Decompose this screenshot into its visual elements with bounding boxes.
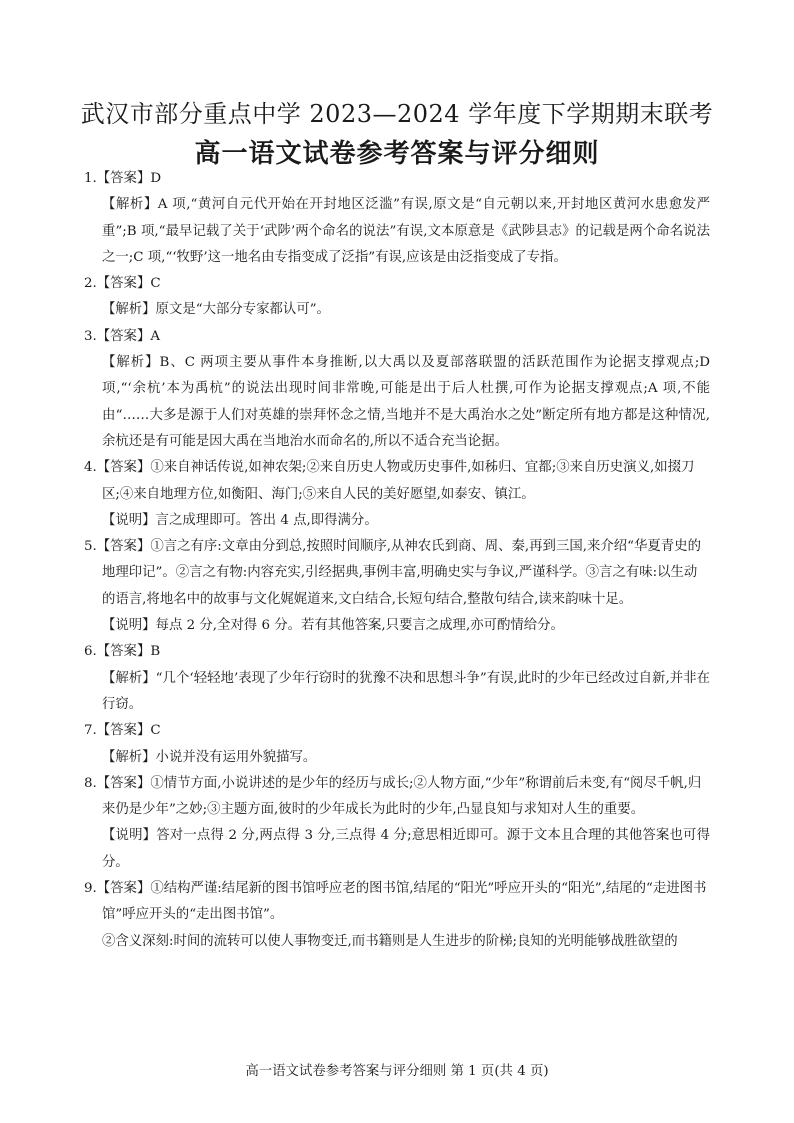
note-text: 【说明】每点 2 分,全对得 6 分。若有其他答案,只要言之成理,亦可酌情给分。 — [102, 618, 564, 634]
answer-line — [84, 324, 710, 350]
analysis-text: 【解析】A 项,“黄河自元代开始在开封地区泛滥”有误,原文是“自元朝以来,开封地区黄河水患愈发严重”;B 项,“最早记载了关于‘武陟’两个命名的说法”有误,文本原意是《武陟县志》的记载是两个命名说法之一;C 项,“‘牧野’这一地名由专指变成了泛指”有误,应该是由泛指变成了专指。 — [102, 197, 710, 265]
answer-line — [84, 876, 710, 929]
question-number: 7. — [84, 723, 97, 739]
answer-text: 【答案】B — [96, 644, 161, 660]
question-8 — [84, 771, 710, 876]
document-subtitle: 高一语文试卷参考答案与评分细则 — [194, 139, 600, 169]
analysis-text: 【解析】小说并没有运用外貌描写。 — [102, 749, 317, 765]
answer-line — [84, 771, 710, 824]
answer-text: 【答案】C — [96, 723, 161, 739]
question-number: 6. — [84, 644, 97, 660]
answer-text: 【答案】①来自神话传说,如神农架;②来自历史人物或历史事件,如秭归、宜都;③来自历史演义,如掇刀区;④来自地理方位,如衡阳、海门;⑤来自人民的美好愿望,如泰安、镇江。 — [96, 460, 695, 502]
answer-text: 【答案】①结构严谨:结尾新的图书馆呼应老的图书馆,结尾的“阳光”呼应开头的“阳光”,结尾的“走进图书馆”呼应开头的“走出图书馆”。 — [96, 881, 707, 923]
answer-text: 【答案】C — [96, 276, 161, 292]
question-2 — [84, 271, 710, 324]
answer-text: 【答案】D — [96, 171, 162, 186]
exam-title: 武汉市部分重点中学 2023—2024 学年度下学期期末联考 — [80, 100, 714, 128]
note-text: 【说明】言之成理即可。答出 4 点,即得满分。 — [102, 512, 378, 528]
answer-line — [84, 455, 710, 508]
question-7 — [84, 718, 710, 771]
question-number: 5. — [84, 539, 97, 555]
answer-text: 【答案】①言之有序:文章由分到总,按照时间顺序,从神农氏到商、周、秦,再到三国,来介绍“华夏青史的地理印记”。②言之有物:内容充实,引经据典,事例丰富,明确史实与争议,严谨科学。③言之有味:以生动的语言,将地名中的故事与文化娓娓道来,文白结合,长短句结合,整散句结合,读来韵味十足。 — [96, 539, 701, 607]
answer-text: 【答案】①情节方面,小说讲述的是少年的经历与成长;②人物方面,“少年”称谓前后未变,有“阅尽千帆,归来仍是少年”之妙;③主题方面,彼时的少年成长为此时的少年,凸显良知与求知对人生的重要。 — [96, 775, 702, 818]
analysis-text: 【解析】B、C 两项主要从事件本身推断,以大禹以及夏部落联盟的活跃范围作为论据支撑观点;D 项,“‘余杭’本为禹杭”的说法出现时间非常晚,可能是出于后人杜撰,可作为论据支撑观点;A 项,不能由“……大多是源于人们对英雄的崇拜怀念之情,当地并不是大禹治水之处”断定所有地方都是这种情况,余杭还是有可能是因大禹在当地治水而命名的,所以不适合充当论据。 — [102, 355, 710, 449]
analysis-text: 【解析】“几个‘轻轻地’表现了少年行窃时的犹豫不决和思想斗争”有误,此时的少年已经改过自新,并非在行窃。 — [102, 670, 710, 712]
question-number: 4. — [84, 460, 97, 476]
note-text: 【说明】答对一点得 2 分,两点得 3 分,三点得 4 分;意思相近即可。源于文本且合理的其他答案也可得分。 — [102, 828, 710, 870]
answer-list — [84, 166, 710, 955]
answer-continuation: ②含义深刻:时间的流转可以使人事物变迁,而书籍则是人生进步的阶梯;良知的光明能够战胜欲望的 — [102, 933, 678, 949]
question-6 — [84, 639, 710, 718]
page-footer: 高一语文试卷参考答案与评分细则 第 1 页(共 4 页) — [245, 1064, 549, 1079]
answer-line — [84, 271, 710, 297]
question-number: 3. — [84, 328, 97, 344]
question-number: 8. — [84, 775, 97, 791]
analysis-text: 【解析】原文是“大部分专家都认可”。 — [102, 302, 330, 318]
question-1 — [84, 166, 710, 271]
answer-text: 【答案】A — [96, 328, 161, 344]
answer-line — [84, 639, 710, 665]
answer-line — [84, 534, 710, 613]
question-4 — [84, 455, 710, 534]
question-number: 2. — [84, 276, 97, 292]
question-number: 1. — [84, 171, 97, 186]
question-3 — [84, 324, 710, 455]
question-9 — [84, 876, 710, 955]
question-5 — [84, 534, 710, 639]
answer-line — [84, 166, 710, 192]
answer-line — [84, 718, 710, 744]
question-number: 9. — [84, 881, 97, 897]
